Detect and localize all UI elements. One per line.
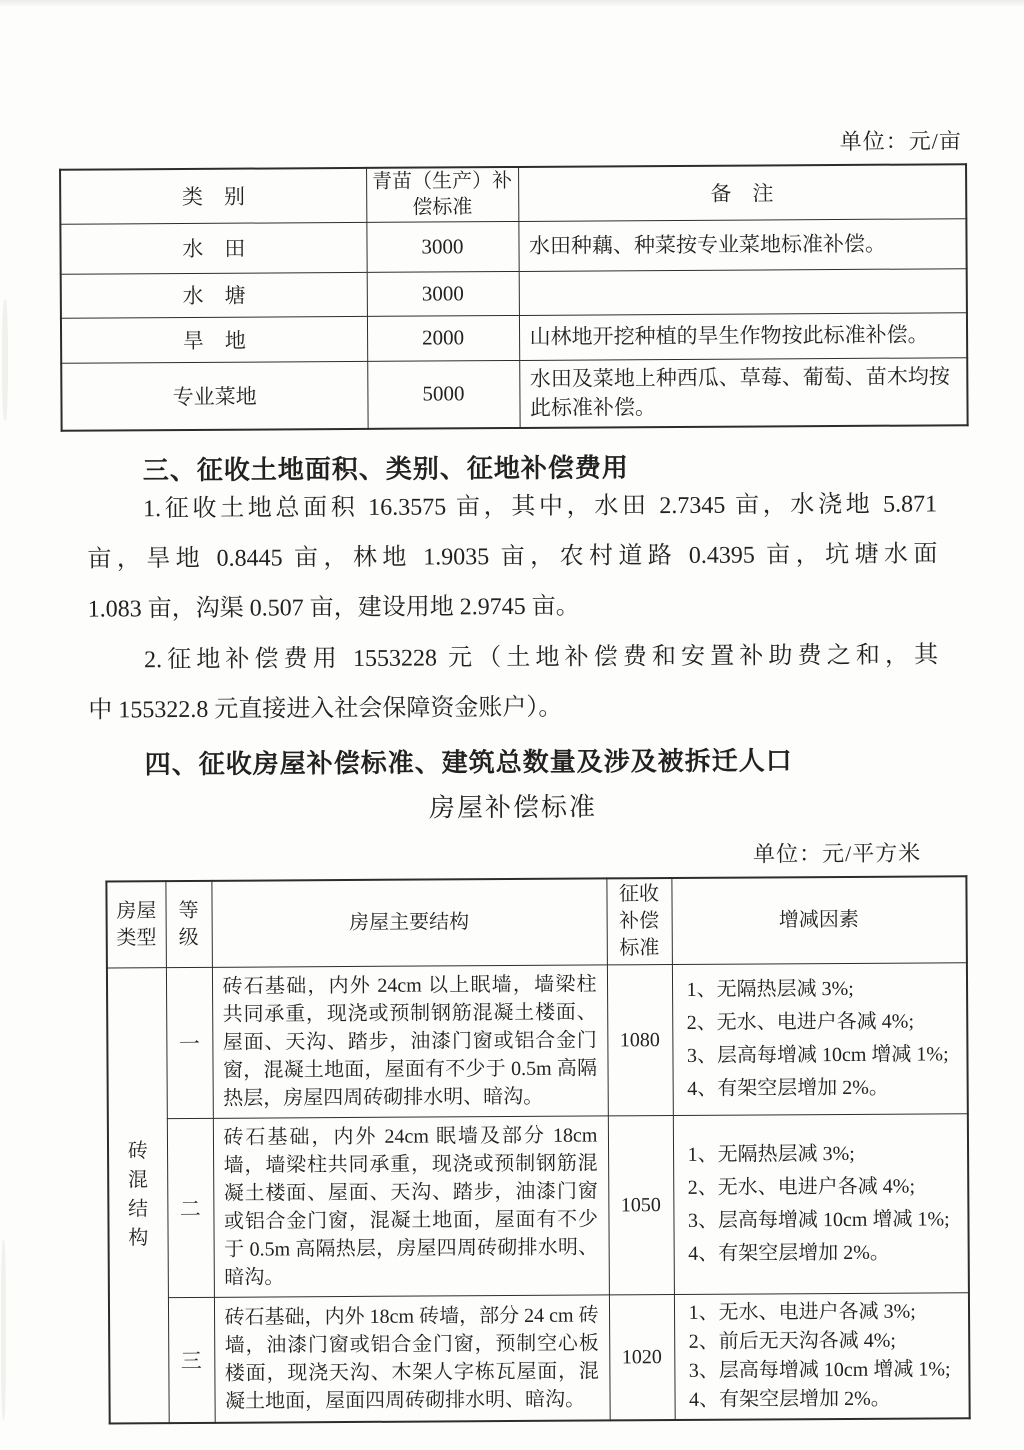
factor-line: 1、无水、电进户各减 3%; <box>688 1300 916 1324</box>
factor-line: 2、无水、电进户各减 4%; <box>686 1010 915 1034</box>
table-row <box>61 312 967 363</box>
land-header-remark: 备 注 <box>518 164 966 221</box>
factor-line: 3、层高每增减 10cm 增减 1%; <box>687 1208 950 1232</box>
category-cell: 水 塘 <box>61 272 367 318</box>
structure-cell: 砖石基础，内外 18cm 砖墙，部分 24 cm 砖墙，油漆门窗或铝合金门窗，预制空心板楼面，现浇天沟、木架人字栋瓦屋面，混凝土地面，屋面四周砖砌排水明、暗沟。 <box>214 1295 610 1423</box>
compensation-cell: 1080 <box>607 965 673 1116</box>
house-compensation-table <box>105 875 970 1424</box>
paragraph-line: 中 155322.8 元直接进入社会保障资金账户）。 <box>88 694 563 724</box>
structure-cell: 砖石基础，内外 24cm 以上眠墙，墙梁柱共同承重，现浇或预制钢筋混凝土楼面、屋面、天沟、踏步，油漆门窗或铝合金门窗，混凝土地面，屋面有不少于 0.5m 高隔热层，房屋四周砖砌排水明、暗沟。 <box>212 965 608 1118</box>
factor-line: 3、层高每增减 10cm 增减 1%; <box>686 1043 949 1067</box>
standard-cell: 5000 <box>367 360 519 428</box>
standard-cell: 3000 <box>366 221 518 272</box>
factors-cell <box>674 1293 970 1420</box>
factor-line: 4、有架空层增加 2%。 <box>689 1387 891 1411</box>
table-row <box>107 963 968 1119</box>
section-three-heading: 三、征收土地面积、类别、征地补偿费用 <box>142 453 629 486</box>
house-header-standard: 征收补偿标准 <box>606 878 672 965</box>
factors-cell <box>673 1114 969 1295</box>
remark-cell: 水田种藕、种菜按专业菜地标准补偿。 <box>518 218 966 271</box>
factor-line: 3、层高每增减 10cm 增减 1%; <box>688 1358 951 1382</box>
grade-cell: 三 <box>168 1297 215 1423</box>
category-cell: 专业菜地 <box>61 361 367 430</box>
house-header-grade: 等级 <box>165 881 212 968</box>
remark-cell <box>519 268 967 315</box>
land-header-category: 类 别 <box>60 168 366 224</box>
factor-line: 2、无水、电进户各减 4%; <box>687 1175 916 1199</box>
paragraph-line: 亩，旱地 0.8445 亩，林地 1.9035 亩，农村道路 0.4395 亩，坑塘水面 <box>87 541 938 573</box>
table-row <box>108 1114 969 1298</box>
land-table-header-row <box>60 164 966 224</box>
table-row <box>61 268 967 318</box>
paragraph-line: 1.征收土地总面积 16.3575 亩，其中，水田 2.7345 亩，水浇地 5.871 <box>143 491 938 523</box>
table-row <box>109 1293 970 1424</box>
grade-cell: 一 <box>166 967 213 1118</box>
factor-line: 4、有架空层增加 2%。 <box>688 1241 890 1265</box>
compensation-fee-paragraph <box>88 630 939 735</box>
factor-line: 1、无隔热层减 3%; <box>686 977 854 1001</box>
building-type-cell <box>107 968 169 1424</box>
paragraph-line: 1.083 亩，沟渠 0.507 亩，建设用地 2.9745 亩。 <box>87 593 580 623</box>
house-header-type: 房屋类型 <box>106 881 166 968</box>
factor-line: 4、有架空层增加 2%。 <box>687 1076 889 1100</box>
table-row <box>61 357 967 430</box>
standard-cell: 3000 <box>367 271 519 316</box>
structure-cell: 砖石基础，内外 24cm 眠墙及部分 18cm 墙，墙梁柱共同承重，现浇或预制钢筋混凝土楼面、屋面、天沟、踏步，油漆门窗或铝合金门窗，混凝土地面，屋面有不少于 0.5m 高隔热层，房屋四周砖砌排水明、暗沟。 <box>213 1116 609 1297</box>
remark-cell: 水田及菜地上种西瓜、草莓、葡萄、苗木均按此标准补偿。 <box>519 357 967 427</box>
land-compensation-table <box>59 163 969 431</box>
building-type-label: 砖混结构 <box>127 1140 149 1250</box>
house-header-structure: 房屋主要结构 <box>211 878 607 967</box>
standard-cell: 2000 <box>367 315 519 361</box>
house-header-factors: 增减因素 <box>671 876 967 964</box>
house-table-subtitle: 房屋补偿标准 <box>428 792 598 823</box>
unit-label-top: 单位：元/亩 <box>839 128 962 154</box>
land-header-standard: 青苗（生产）补偿标准 <box>366 167 518 222</box>
house-table-header-row <box>106 876 967 968</box>
category-cell: 旱 地 <box>61 316 367 363</box>
compensation-cell: 1050 <box>608 1116 674 1295</box>
table-row <box>60 218 966 274</box>
section-four-heading: 四、征收房屋补偿标准、建筑总数量及涉及被拆迁人口 <box>144 746 793 780</box>
compensation-cell: 1020 <box>609 1295 675 1421</box>
factor-line: 1、无隔热层减 3%; <box>687 1142 855 1166</box>
grade-cell: 二 <box>167 1118 214 1297</box>
land-area-paragraph <box>87 479 938 634</box>
remark-cell: 山林地开挖种植的旱生作物按此标准补偿。 <box>519 312 967 360</box>
factors-cell <box>672 963 968 1116</box>
unit-label-bottom: 单位：元/平方米 <box>753 840 922 867</box>
category-cell: 水 田 <box>60 222 366 274</box>
paragraph-line: 2.征地补偿费用 1553228 元（土地补偿费和安置补助费之和，其 <box>143 642 939 674</box>
factor-line: 2、前后无天沟各减 4%; <box>688 1329 896 1353</box>
